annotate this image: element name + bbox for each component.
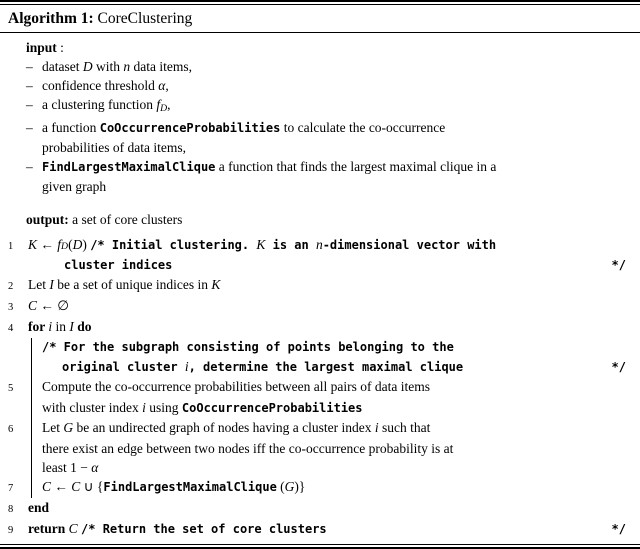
dash-bullet: – [26, 59, 33, 74]
text-segment: ( [68, 236, 73, 252]
text-segment: G [284, 478, 295, 494]
text-segment: input [26, 40, 57, 55]
line-number [8, 338, 28, 357]
text-segment: with [92, 59, 124, 74]
list-item [26, 76, 626, 95]
code-line-content [31, 439, 626, 458]
text-segment: dataset [42, 59, 83, 74]
line-number: 7 [8, 482, 14, 494]
line-number [8, 256, 28, 275]
code-line-content [31, 398, 626, 418]
return-statement [28, 519, 327, 539]
input-item-line [42, 95, 626, 118]
text-segment: CoOccurrenceProbabilities [181, 400, 363, 415]
input-item-text [42, 157, 626, 196]
dash-bullet: – [26, 119, 33, 135]
line-number: 8 [8, 503, 14, 515]
text-segment: K [211, 276, 221, 292]
input-item-text [42, 118, 626, 157]
text-segment: confidence threshold [42, 78, 159, 93]
text-segment: , determine the largest maximal clique [188, 359, 464, 374]
text-segment: a function that finds the largest maximal clique in a [215, 158, 497, 174]
code-line-content [28, 256, 626, 275]
code-line-6-cont2 [8, 458, 626, 477]
text-segment: ) [82, 236, 91, 252]
text-segment: i [142, 399, 146, 415]
list-item [26, 57, 626, 76]
code-line-content [28, 296, 626, 317]
text-segment: is an [265, 237, 316, 252]
code-line-5-cont [8, 398, 626, 418]
comment-close: */ [611, 521, 626, 536]
code-block [8, 235, 626, 540]
text-segment: Let [28, 276, 50, 292]
input-item-line [42, 57, 626, 76]
code-line-content [31, 357, 626, 377]
text-segment: : [56, 40, 64, 55]
text-segment: Algorithm 1: [8, 10, 98, 27]
line-number: 1 [8, 240, 14, 252]
text-segment: D [160, 102, 168, 114]
input-item-text [42, 76, 626, 95]
text-segment: I [69, 318, 74, 334]
code-line-content [31, 477, 626, 498]
code-line-content [31, 418, 626, 439]
text-segment: n [123, 59, 131, 74]
text-segment: C [42, 478, 52, 494]
text-segment: return [28, 520, 69, 536]
text-segment: f [156, 97, 161, 112]
text-segment: -dimensional vector with [322, 237, 497, 252]
input-item-line [42, 157, 626, 177]
code-line-9 [8, 519, 626, 540]
text-segment: original cluster [62, 359, 185, 374]
line-number [8, 458, 28, 477]
line-number: 3 [8, 301, 14, 313]
text-segment: a function [42, 119, 100, 135]
list-item [26, 118, 626, 157]
text-segment: given graph [42, 178, 107, 194]
text-segment: Compute the co-occurrence probabilities between all pairs of data items [42, 378, 430, 394]
loop-comment-line-2 [8, 357, 626, 377]
output-line [26, 210, 626, 229]
text-segment: output: [26, 211, 69, 227]
text-segment: CoreClustering [97, 10, 193, 27]
text-segment: cluster indices [64, 257, 173, 272]
text-segment: K [256, 236, 266, 252]
code-line-content [31, 377, 626, 398]
text-segment: to calculate the co-occurrence [280, 119, 446, 135]
comment-text [64, 256, 172, 275]
line-number [8, 357, 28, 377]
text-segment: C [28, 297, 38, 313]
code-line-content [28, 317, 626, 338]
text-segment: C [71, 478, 81, 494]
line-number: 4 [8, 322, 14, 334]
text-segment: )} [294, 478, 306, 494]
text-segment: be a set of unique indices in [53, 276, 212, 292]
text-segment: ( [276, 478, 285, 494]
text-segment: CoOccurrenceProbabilities [99, 120, 281, 135]
text-segment: do [73, 318, 92, 334]
text-segment: D [61, 240, 69, 252]
text-segment: Let [42, 419, 64, 435]
code-line-6-cont1 [8, 439, 626, 458]
line-number [8, 398, 28, 418]
text-segment: FindLargestMaximalClique [103, 479, 277, 494]
input-item-line [42, 76, 626, 95]
code-line-content [31, 338, 626, 357]
text-segment: D [72, 236, 83, 252]
text-segment: i [48, 318, 53, 334]
input-item-line [42, 138, 626, 157]
code-line-8 [8, 498, 626, 519]
text-segment: for [28, 318, 49, 334]
algorithm-body [0, 33, 640, 540]
text-segment: D [82, 59, 93, 74]
code-line-content [28, 275, 626, 296]
text-segment: /* Initial clustering. [90, 237, 257, 252]
text-segment: K [28, 236, 38, 252]
input-item-line [42, 177, 626, 196]
input-item-text [42, 57, 626, 76]
line-number: 5 [8, 382, 14, 394]
text-segment: i [184, 358, 189, 374]
input-item-line [42, 118, 626, 138]
text-segment: probabilities of data items, [42, 139, 186, 155]
comment-text [62, 357, 463, 377]
text-segment: a clustering function [42, 97, 157, 112]
text-segment: there exist an edge between two nodes iff the co-occurrence probability is at [42, 440, 454, 456]
text-segment: i [374, 419, 379, 435]
text-segment: such that [378, 419, 431, 435]
code-line-3 [8, 296, 626, 317]
dash-bullet: – [26, 158, 33, 174]
text-segment: α [158, 78, 166, 93]
dash-bullet: – [26, 78, 33, 93]
comment-close: */ [611, 257, 626, 272]
text-segment: I [49, 276, 54, 292]
list-item [26, 95, 626, 118]
text-segment: least 1 − [42, 459, 92, 475]
text-segment: ∪ { [80, 478, 104, 494]
text-segment: /* For the subgraph consisting of points belonging to the [42, 339, 454, 354]
code-line-6 [8, 418, 626, 439]
comment-close: */ [611, 359, 626, 374]
text-segment: , [167, 97, 171, 112]
text-segment: with cluster index [42, 399, 143, 415]
code-line-7 [8, 477, 626, 498]
text-segment: α [91, 459, 99, 475]
code-line-content [31, 458, 626, 477]
code-line-1-cont [8, 256, 626, 275]
code-line-4 [8, 317, 626, 338]
line-number: 6 [8, 423, 14, 435]
code-line-2 [8, 275, 626, 296]
text-segment: , [165, 78, 169, 93]
code-line-5 [8, 377, 626, 398]
text-segment: a set of core clusters [68, 211, 183, 227]
text-segment: ← ∅ [37, 297, 70, 313]
text-segment: using [145, 399, 182, 415]
code-line-content [28, 235, 626, 256]
text-segment: in [52, 318, 70, 334]
text-segment: data items, [130, 59, 192, 74]
text-segment: n [315, 236, 323, 252]
text-segment: be an undirected graph of nodes having a cluster index [73, 419, 375, 435]
text-segment: C [68, 520, 78, 536]
text-segment: FindLargestMaximalClique [42, 159, 216, 174]
text-segment: f [57, 236, 62, 252]
code-line-content [28, 519, 626, 540]
list-item [26, 157, 626, 196]
algorithm-title [0, 5, 640, 32]
code-line-1 [8, 235, 626, 256]
text-segment: end [28, 499, 50, 515]
text-segment: ← [37, 236, 58, 252]
text-segment: G [63, 419, 74, 435]
line-number: 9 [8, 524, 14, 536]
loop-comment-line-1 [8, 338, 626, 357]
input-block [26, 38, 626, 196]
code-line-content [28, 498, 626, 519]
line-number: 2 [8, 280, 14, 292]
dash-bullet: – [26, 97, 33, 112]
text-segment: ← [51, 478, 72, 494]
text-segment: /* Return the set of core clusters [81, 521, 327, 536]
input-keyword [26, 38, 626, 57]
input-item-text [42, 95, 626, 118]
line-number [8, 439, 28, 458]
